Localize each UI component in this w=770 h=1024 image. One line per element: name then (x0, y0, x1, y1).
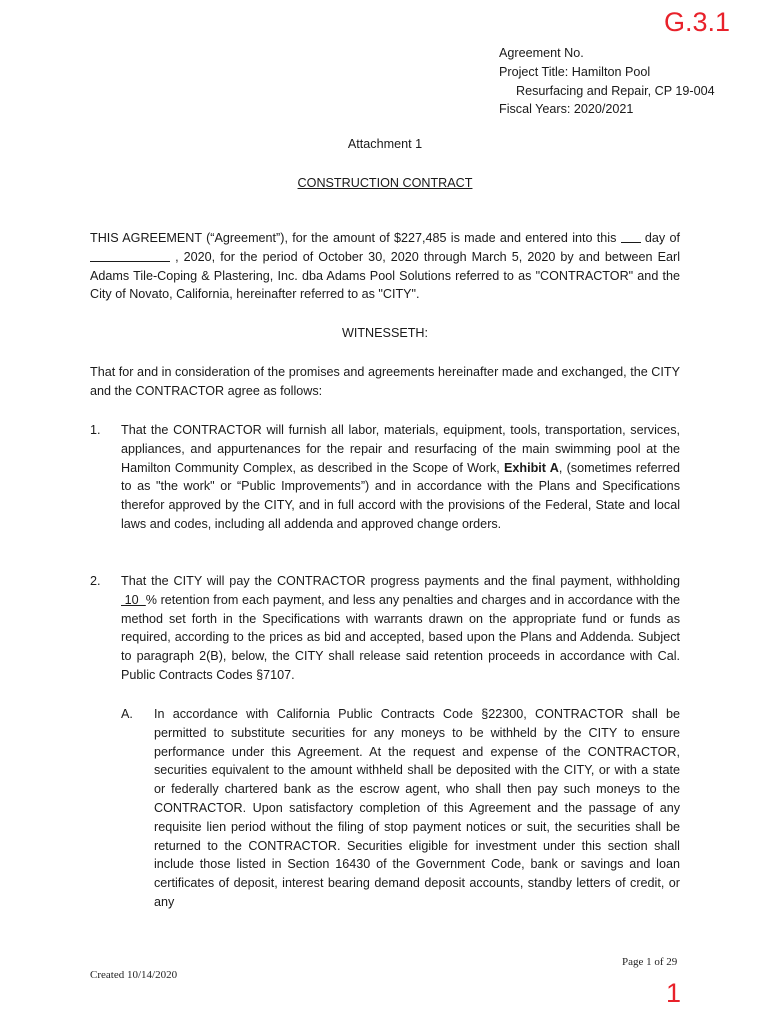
intro-text-2: day of (644, 231, 680, 245)
fiscal-years: Fiscal Years: 2020/2021 (499, 102, 634, 117)
exhibit-a-label: Exhibit A (504, 460, 559, 475)
project-title-continued: Resurfacing and Repair, CP 19-004 (516, 83, 715, 98)
intro-paragraph (90, 229, 680, 304)
page-number-mark: 1 (666, 978, 682, 1008)
page-counter: Page 1 of 29 (622, 956, 678, 968)
intro-text-3: , 2020, for the period of October 30, 2020 through March 5, 2020 by and between Earl Adams Tile-Coping & Plastering, Inc. dba Adams Pool Solutions referred to as "CONTRACTOR" and the City of Novato, California, hereinafter referred to as "CITY". (90, 249, 680, 302)
month-blank (90, 248, 170, 262)
contract-title: CONSTRUCTION CONTRACT (297, 176, 473, 190)
clause-2-text (121, 572, 680, 685)
clause-number: 2. (90, 574, 101, 588)
intro-text-1: THIS AGREEMENT (“Agreement”), for the amount of $227,485 is made and entered into this (90, 231, 621, 245)
witnesseth-heading: WITNESSETH: (341, 326, 429, 340)
clause-1-text (121, 421, 680, 534)
clause-2-part1: That the CITY will pay the CONTRACTOR progress payments and the final payment, withholding (121, 574, 680, 588)
clause-2-part2: % retention from each payment, and less any penalties and charges and in accordance with the method set forth in the Specifications with warrants drawn on the appropriate fund or funds as required, according to the prices as bid and accepted, based upon the Plans and Addenda. Subject to paragraph 2(B), below, the CITY shall release said retention proceeds in accordance with Cal. Public Contracts Codes §7107. (121, 592, 680, 682)
page-code-mark: G.3.1 (664, 7, 731, 37)
clause-number: 1. (90, 423, 101, 437)
retention-percent: 10 (121, 592, 146, 607)
clause-1-part2: , (sometimes referred to as "the work" or “Public Improvements”) and in accordance with the Plans and Specifications therefor approved by the CITY, and in full accord with the provisions of the Federal, State and local laws and codes, including all addenda and approved change orders. (121, 460, 681, 531)
created-date: Created 10/14/2020 (90, 969, 178, 981)
attachment-label: Attachment 1 (347, 137, 423, 151)
consideration-paragraph: That for and in consideration of the promises and agreements hereinafter made and exchanged, the CITY and the CONTRACTOR agree as follows: (90, 365, 680, 398)
document-header (499, 44, 739, 119)
subclause-letter: A. (121, 707, 133, 721)
project-title: Project Title: Hamilton Pool (499, 64, 651, 79)
clause-1-part1: That the CONTRACTOR will furnish all labor, materials, equipment, tools, transportation, services, appliances, and appurtenances for the repair and resurfacing of the main swimming pool at the Hamilton Community Complex, as described in the Scope of Work, (121, 423, 680, 475)
subclause-a-text: In accordance with California Public Contracts Code §22300, CONTRACTOR shall be permitted to substitute securities for any moneys to be withheld by the CITY to ensure performance under this Agreement. At the request and expense of the CONTRACTOR, securities equivalent to the amount withheld shall be deposited with the CITY, or with a state or federally chartered bank as the escrow agent, who shall then pay such moneys to the CONTRACTOR. Upon satisfactory completion of this Agreement and the passage of any requisite lien period without the filing of stop payment notices or suit, the securities shall be returned to the CONTRACTOR. Securities eligible for investment under this section shall include those listed in Section 16430 of the Government Code, bank or savings and loan certificates of deposit, interest bearing demand deposit accounts, standby letters of credit, or any (154, 707, 680, 909)
day-blank (621, 229, 641, 243)
agreement-number: Agreement No. (499, 46, 584, 60)
